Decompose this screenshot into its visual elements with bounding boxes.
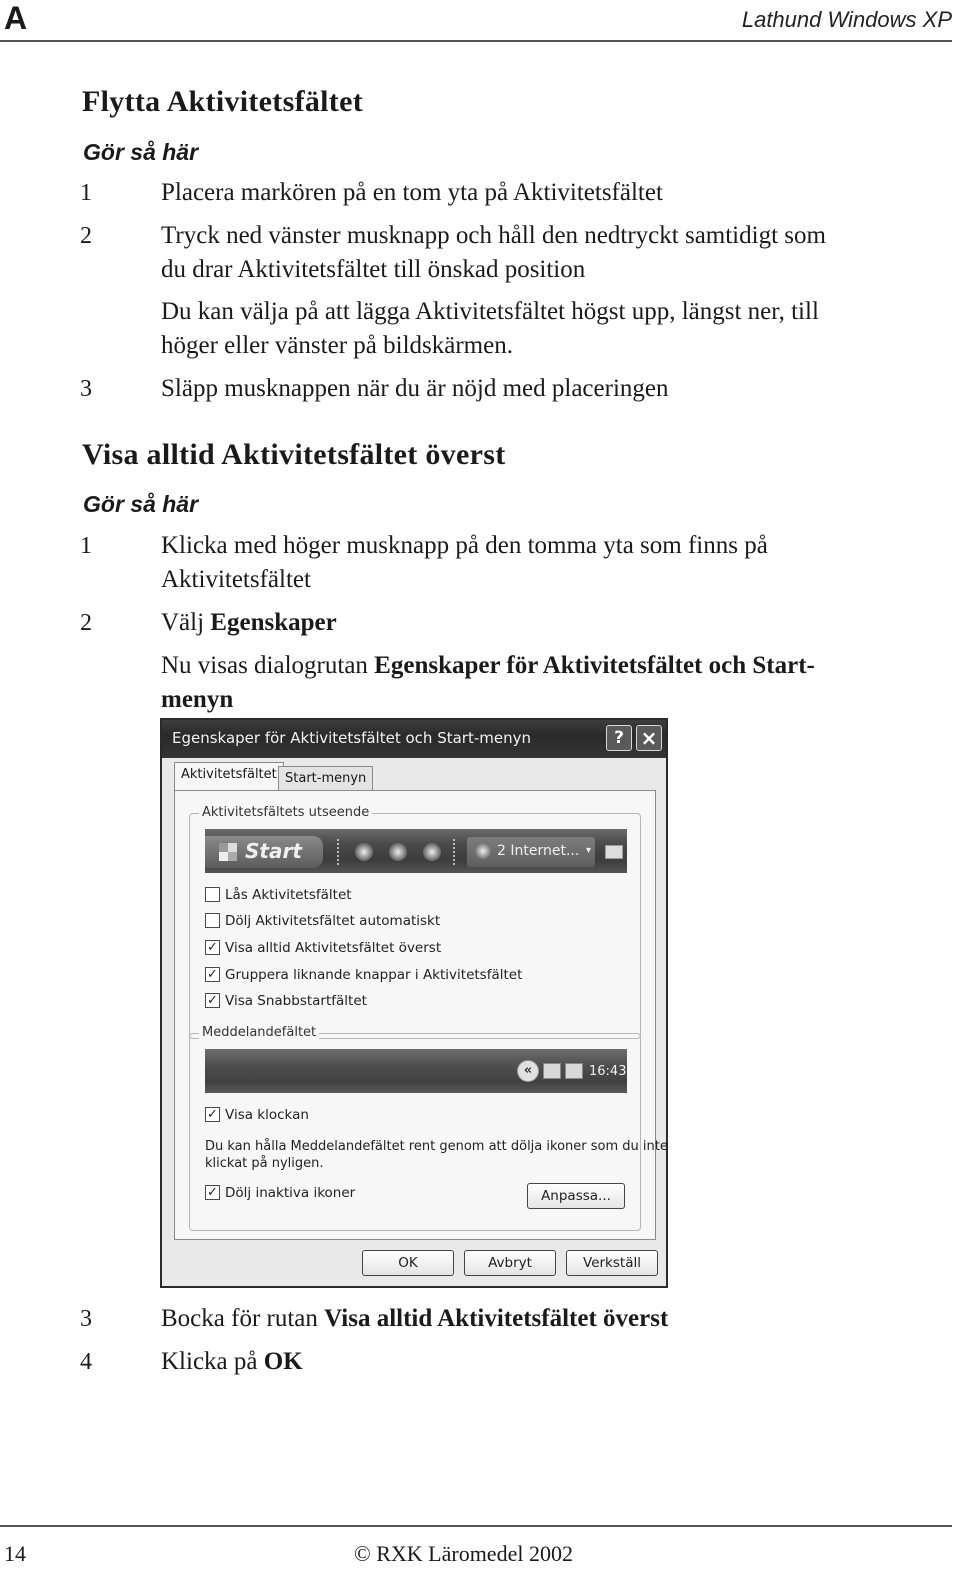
checkbox-label: Dölj inaktiva ikoner: [225, 1185, 356, 1201]
checkbox-visa-klockan[interactable]: ✓: [205, 1107, 220, 1122]
step-text: Släpp musknappen när du är nöjd med placeringen: [161, 375, 669, 402]
dropdown-arrow-icon: ▾: [585, 845, 591, 856]
step-text-line1: Tryck ned vänster musknapp och håll den nedtryckt samtidigt som: [161, 222, 826, 249]
ok-button[interactable]: OK: [362, 1250, 454, 1276]
notification-group-label: Meddelandefältet: [199, 1025, 319, 1041]
safely-remove-icon: [565, 1063, 583, 1079]
note-prefix: Nu visas dialogrutan: [161, 652, 375, 679]
step-text-line2: Aktivitetsfältet: [161, 566, 311, 593]
checkbox-gruppera-knappar[interactable]: ✓: [205, 967, 220, 982]
properties-dialog: [160, 718, 668, 1288]
grip-handle: [337, 839, 341, 865]
note-bold: Egenskaper för Aktivitetsfältet och Start-: [374, 652, 815, 679]
page-number: 14: [4, 1541, 26, 1566]
section1-heading: Flytta Aktivitetsfältet: [82, 85, 363, 118]
tray-clock: 16:43: [589, 1064, 627, 1079]
copyright: © RXK Läromedel 2002: [354, 1541, 573, 1566]
step-number: 1: [80, 180, 92, 206]
step-text-bold: Visa alltid Aktivitetsfältet överst: [324, 1305, 669, 1332]
note-line2: höger eller vänster på bildskärmen.: [161, 332, 513, 359]
close-button[interactable]: ×: [636, 725, 662, 751]
step-number: 2: [80, 223, 92, 249]
note-line1: [161, 649, 911, 683]
dialog-titlebar: [162, 720, 666, 758]
apply-button[interactable]: Verkställ: [566, 1250, 658, 1276]
step-number: 1: [80, 533, 92, 559]
window-label: 2 Internet...: [497, 843, 580, 859]
step-text-line1: Klicka med höger musknapp på den tomma yta som finns på: [161, 532, 768, 559]
step-number: 3: [80, 1306, 92, 1332]
checkbox-label: Gruppera liknande knappar i Aktivitetsfältet: [225, 967, 523, 983]
checkbox-label: Visa Snabbstartfältet: [225, 993, 367, 1009]
step-text-bold: OK: [263, 1348, 303, 1375]
book-title: Lathund Windows XP: [741, 7, 952, 32]
folder-icon: [605, 845, 623, 859]
step-number: 3: [80, 376, 92, 402]
windows-logo-icon: [219, 843, 237, 861]
step-number: 4: [80, 1349, 92, 1375]
checkbox-label: Lås Aktivitetsfältet: [225, 887, 352, 903]
checkbox-visa-snabbstart[interactable]: ✓: [205, 993, 220, 1008]
step-text-bold: Egenskaper: [210, 609, 337, 636]
step-text: [161, 606, 911, 640]
chevron-left-icon: «: [517, 1060, 539, 1082]
outlook-express-icon: [389, 843, 407, 861]
checkbox-dolj-automatiskt[interactable]: [205, 913, 220, 928]
section1-subheading: Gör så här: [83, 139, 199, 165]
media-player-icon: [423, 843, 441, 861]
appearance-group-label: Aktivitetsfältets utseende: [199, 805, 372, 821]
step-text-line2: du drar Aktivitetsfältet till önskad position: [161, 256, 586, 283]
step-text-prefix: Välj: [161, 609, 211, 636]
step-number: 2: [80, 610, 92, 636]
tab-panel: [174, 790, 668, 1240]
tray-preview: [205, 1049, 627, 1093]
step-text-prefix: Klicka på: [161, 1348, 264, 1375]
section2-subheading: Gör så här: [83, 491, 199, 517]
tab-aktivitetsfaltet[interactable]: Aktivitetsfältet: [174, 762, 284, 792]
step-text: [161, 1302, 911, 1336]
notification-description-line2: klickat på nyligen.: [205, 1156, 324, 1171]
note-bold: menyn: [161, 686, 234, 713]
cancel-button[interactable]: Avbryt: [464, 1250, 556, 1276]
checkbox-label: Dölj Aktivitetsfältet automatiskt: [225, 913, 441, 929]
footer-rule: [0, 1525, 952, 1527]
taskbar-preview: [205, 829, 627, 873]
grip-handle: [453, 839, 457, 865]
help-button[interactable]: ?: [606, 725, 632, 751]
network-icon: [543, 1063, 561, 1079]
customize-button[interactable]: Anpassa...: [527, 1183, 625, 1209]
header-rule: [0, 40, 952, 42]
taskbar-window-button: [467, 837, 595, 867]
start-button-preview: [205, 836, 323, 868]
checkbox-las-aktivitetsfaltet[interactable]: [205, 887, 220, 902]
step-text: Placera markören på en tom yta på Aktivitetsfältet: [161, 179, 663, 206]
checkbox-visa-alltid-overst[interactable]: ✓: [205, 940, 220, 955]
note-line1: Du kan välja på att lägga Aktivitetsfältet högst upp, längst ner, till: [161, 298, 819, 325]
internet-explorer-icon: [475, 843, 491, 859]
checkbox-label: Visa klockan: [225, 1107, 309, 1123]
note-line2: [161, 683, 911, 717]
step-text: [161, 1345, 911, 1379]
internet-explorer-icon: [355, 843, 373, 861]
section2-heading: Visa alltid Aktivitetsfältet överst: [82, 438, 506, 471]
checkbox-label: Visa alltid Aktivitetsfältet överst: [225, 940, 442, 956]
start-label: Start: [245, 839, 302, 863]
dialog-title: Egenskaper för Aktivitetsfältet och Start-menyn: [172, 729, 531, 747]
checkbox-dolj-inaktiva-ikoner[interactable]: ✓: [205, 1185, 220, 1200]
notification-description-line1: Du kan hålla Meddelandefältet rent genom att dölja ikoner som du inte: [205, 1139, 668, 1154]
tab-start-menyn[interactable]: Start-menyn: [278, 766, 373, 792]
section-letter: A: [4, 0, 28, 36]
step-text-prefix: Bocka för rutan: [161, 1305, 325, 1332]
